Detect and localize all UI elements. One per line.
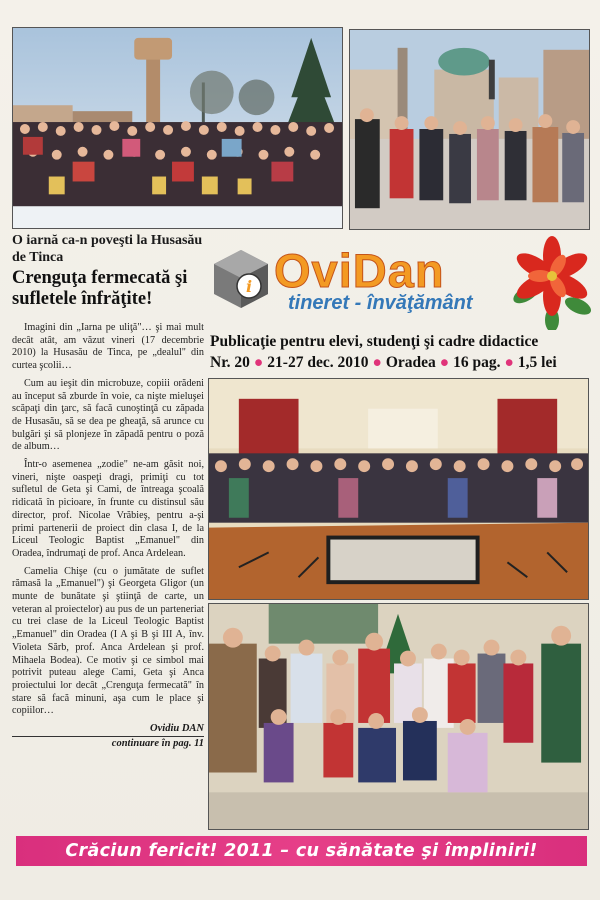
issue-dates: 21-27 dec. 2010 [267,354,369,371]
conference-room-group-photo [208,378,589,600]
main-article [12,232,204,749]
issue-price: 1,5 lei [517,354,557,371]
article-paragraph: Cum au ieşit din microbuze, copiii orădeni au început să zburde în voie, ca nişte mieluşei scăpaţi din ţarc, să facă cunoştinţă cu zăpada de Husasău, să se dea pe gheaţă, să arunce cu bulgări şi să plonjeze în zăpadă pentru o poză de album… [12,377,204,453]
classroom-group-photo [208,603,589,830]
publication-subtitle: Publicaţie pentru elevi, studenţi şi cadre didactice [210,333,539,350]
article-paragraph: Într-o asemenea „zodie" ne-am găsit noi, vineri, nişte oaspeţi dragi, primiţi cu tot sufletul de Geta şi Cami, de întreaga şcoală ridicată în picioare, în frunte cu distinsul său director, prof. Nicolae Vrăbieş, pentru a-şi primi partenerii de proiect din clasa I, de la Liceul Teologic Baptist „Emanuel" din Oradea, îndrumaţi de prof. Anca Ardelean. [12,459,204,559]
poinsettia-icon [512,234,594,330]
holiday-banner-text: Crăciun fericit! 2011 – cu sănătate şi împliniri! [65,841,538,861]
snow-group-photo [12,27,343,229]
article-paragraph: Imagini din „Iarna pe uliţă"… şi mai mult decât atât, am văzut vineri (17 decembrie 2010) la Husasău de Tinca, pe „dealul" din curtea şcolii… [12,322,204,372]
brand-tagline: tineret - învăţământ [288,292,473,314]
article-author: Ovidiu DAN [150,723,204,735]
issue-pages: 16 pag. [453,354,501,371]
svg-text:i: i [245,277,253,296]
bullet-icon: ● [504,354,514,371]
issue-number: Nr. 20 [210,354,250,371]
article-body [12,322,204,718]
article-kicker: O iarnă ca-n poveşti la Husasău de Tinca [12,233,203,265]
bullet-icon: ● [372,354,382,371]
info-logo-icon [212,248,270,310]
town-square-group-photo [349,29,590,230]
issue-city: Oradea [385,354,436,371]
issue-info [210,354,557,372]
bullet-icon: ● [439,354,450,371]
holiday-banner [16,836,587,866]
article-paragraph: Camelia Chişe (cu o jumătate de suflet rămasă la „Emanuel") şi Georgeta Gligor (un munte de bunătate şi ştiinţă de carte, un veteran al proiectelor) au pus de un parteneriat cu trei clase de la Liceul Teologic Baptist „Emanuel" din Oradea (I A şi B şi III A, înv. Violeta Sărb, prof. Anca Ardelean şi prof. Mihaela Bodea). Ce motiv şi ce simbol mai potrivit puteau alege Cami, Geta şi Anca proiectului lor decât „Crenguţa fermecată" în stare să facă minuni, aşa cum le place şi copiilor… [12,565,204,717]
article-headline: Crenguţa fermecată şi sufletele înfrăţite! [12,268,188,309]
article-continuation-link[interactable]: continuare în pag. 11 [12,736,204,749]
bullet-icon: ● [253,354,264,371]
brand-name: OviDan [274,244,445,297]
masthead [208,232,593,377]
